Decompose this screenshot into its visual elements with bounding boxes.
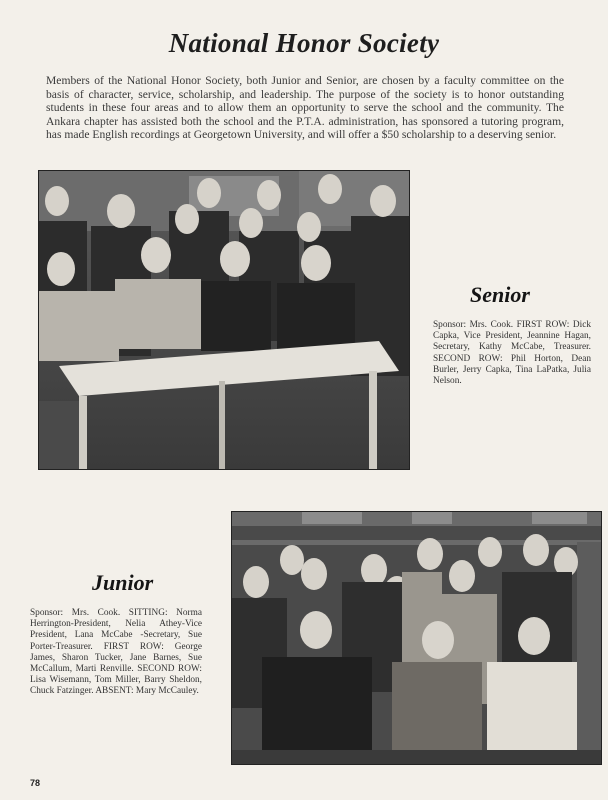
page-number: 78 (30, 778, 41, 788)
senior-caption: Sponsor: Mrs. Cook. FIRST ROW: Dick Capka, Vice President, Jeannine Hagan, Secretary, Kathy McCabe, Treasurer. SECOND ROW: Phil Horton, Dean Burler, Jerry Capka, Tina LaPatka, Julia Nelson. (433, 320, 591, 387)
senior-photo-image (39, 171, 409, 469)
page-title: National Honor Society (168, 28, 440, 58)
junior-photo-image (232, 512, 601, 764)
junior-heading: Junior (92, 570, 154, 595)
junior-caption: Sponsor: Mrs. Cook. SITTING: Norma Herrington-President, Nelia Athey-Vice President, Lana McCabe -Secretary, Sue Porter-Treasurer. FIRST ROW: George James, Sharon Tucker, Jane Barnes, Sue McCallum, Marti Renville. SECOND ROW: Lisa Wisemann, Tom Miller, Barry Sheldon, Chuck Fatzinger. ABSENT: Mary McCauley. (30, 608, 202, 697)
senior-group-photo (38, 170, 410, 470)
senior-heading: Senior (470, 282, 530, 307)
junior-group-photo (231, 511, 602, 765)
intro-paragraph: Members of the National Honor Society, both Junior and Senior, are chosen by a faculty committee on the basis of character, service, scholarship, and leadership. The purpose of the society is to honor outstanding students in these four areas and to allow them an opportunity to serve the school and the community. The Ankara chapter has assisted both the school and the P.T.A. administration, has sponsored a tutoring program, has made English recordings at Georgetown University, and will offer a $50 scholarship to a deserving senior. (46, 74, 564, 142)
